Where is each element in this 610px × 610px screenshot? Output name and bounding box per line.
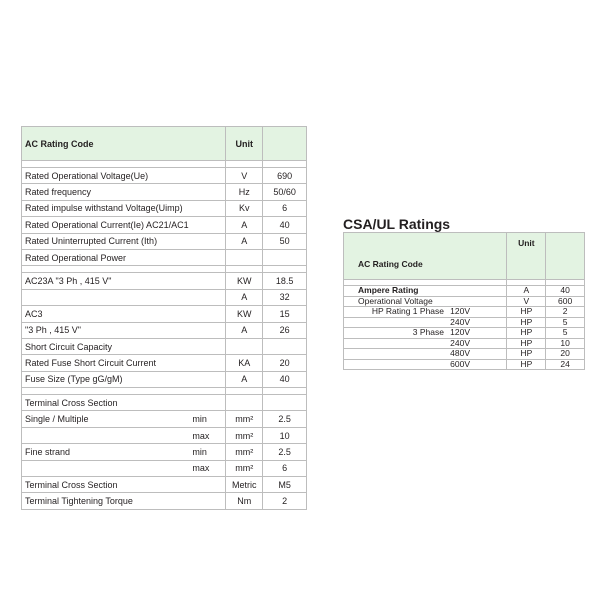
row-value: 5 <box>546 317 585 328</box>
row-label <box>22 444 226 460</box>
row-unit: KW <box>226 273 263 289</box>
row-value: 20 <box>263 355 307 371</box>
table-row <box>22 493 307 509</box>
table-row <box>22 338 307 354</box>
row-value <box>263 249 307 265</box>
row-label: Rated Operational Voltage(Ue) <box>22 168 226 184</box>
row-value: 6 <box>263 460 307 476</box>
row-voltage: 240V <box>450 316 470 327</box>
row-unit: mm² <box>226 411 263 427</box>
row-label: "3 Ph , 415 V" <box>22 322 226 338</box>
row-label: AC23A "3 Ph , 415 V" <box>22 273 226 289</box>
row-unit: mm² <box>226 427 263 443</box>
header-label: AC Rating Code <box>344 233 507 280</box>
row-label <box>344 307 507 318</box>
row-value: 40 <box>263 217 307 233</box>
table-row <box>22 168 307 184</box>
row-voltage: 120V <box>450 327 470 338</box>
csa-ul-table <box>343 232 585 370</box>
table-row <box>22 233 307 249</box>
row-unit: A <box>226 233 263 249</box>
row-label-text <box>358 318 444 327</box>
row-label <box>344 338 507 349</box>
table-row <box>344 296 585 307</box>
table-row <box>344 328 585 339</box>
row-unit: Metric <box>226 477 263 493</box>
row-voltage: 120V <box>450 306 470 317</box>
row-unit: A <box>507 286 546 297</box>
table-row <box>344 338 585 349</box>
table-row <box>22 306 307 322</box>
table-header-row <box>22 127 307 161</box>
spacer-row <box>22 266 307 273</box>
row-label <box>344 349 507 360</box>
row-value: 6 <box>263 200 307 216</box>
row-value: 690 <box>263 168 307 184</box>
row-label: Rated Fuse Short Circuit Current <box>22 355 226 371</box>
row-unit: mm² <box>226 460 263 476</box>
row-unit <box>226 338 263 354</box>
row-value: 2.5 <box>263 444 307 460</box>
header-unit: Unit <box>507 233 546 280</box>
table-row <box>22 477 307 493</box>
row-label: Ampere Rating <box>344 286 507 297</box>
row-value: 2 <box>546 307 585 318</box>
row-label-text: Fine strand <box>25 446 71 457</box>
row-sublabel: min <box>192 414 207 425</box>
table-row <box>344 359 585 370</box>
csa-ul-title: CSA/UL Ratings <box>343 216 451 232</box>
row-unit: KA <box>226 355 263 371</box>
row-unit: Nm <box>226 493 263 509</box>
table-row <box>344 317 585 328</box>
row-label-text: 3 Phase <box>412 327 444 338</box>
row-value: 26 <box>263 322 307 338</box>
row-value: M5 <box>263 477 307 493</box>
row-value: 50/60 <box>263 184 307 200</box>
row-unit: HP <box>507 349 546 360</box>
table-row <box>22 249 307 265</box>
table-row <box>22 411 307 427</box>
row-label: Short Circuit Capacity <box>22 338 226 354</box>
table-row <box>344 307 585 318</box>
row-value: 10 <box>263 427 307 443</box>
row-value: 2 <box>263 493 307 509</box>
row-unit: A <box>226 289 263 305</box>
row-unit <box>226 395 263 411</box>
row-label <box>344 317 507 328</box>
row-unit: V <box>226 168 263 184</box>
header-unit: Unit <box>226 127 263 161</box>
row-unit: HP <box>507 359 546 370</box>
row-label: Rated Uninterrupted Current (Ith) <box>22 233 226 249</box>
row-label <box>344 328 507 339</box>
row-value: 50 <box>263 233 307 249</box>
row-label-text <box>358 360 444 369</box>
row-unit: Hz <box>226 184 263 200</box>
table-row <box>22 217 307 233</box>
table-row <box>22 395 307 411</box>
row-label: Rated impulse withstand Voltage(Uimp) <box>22 200 226 216</box>
row-value: 2.5 <box>263 411 307 427</box>
row-unit: HP <box>507 328 546 339</box>
header-label: AC Rating Code <box>22 127 226 161</box>
row-label <box>22 411 226 427</box>
row-label <box>22 289 226 305</box>
row-unit: A <box>226 217 263 233</box>
row-unit <box>226 249 263 265</box>
table-row <box>344 349 585 360</box>
row-unit: V <box>507 296 546 307</box>
row-sublabel: max <box>192 463 210 474</box>
row-label: Terminal Tightening Torque <box>22 493 226 509</box>
row-value: 15 <box>263 306 307 322</box>
row-value: 5 <box>546 328 585 339</box>
row-unit: HP <box>507 307 546 318</box>
row-value: 32 <box>263 289 307 305</box>
row-value <box>263 395 307 411</box>
row-label-text: Single / Multiple <box>25 414 89 425</box>
header-value <box>546 233 585 280</box>
row-unit: A <box>226 371 263 387</box>
row-label: Terminal Cross Section <box>22 395 226 411</box>
row-value: 40 <box>546 286 585 297</box>
row-label: Rated Operational Power <box>22 249 226 265</box>
row-label: Operational Voltage <box>344 296 507 307</box>
row-label: Fuse Size (Type gG/gM) <box>22 371 226 387</box>
table-row <box>22 289 307 305</box>
table-row <box>22 322 307 338</box>
table-row <box>22 371 307 387</box>
table-row <box>22 200 307 216</box>
row-label: Terminal Cross Section <box>22 477 226 493</box>
row-label <box>22 460 226 476</box>
table-row <box>344 286 585 297</box>
row-label <box>344 359 507 370</box>
row-unit: HP <box>507 317 546 328</box>
row-label <box>22 427 226 443</box>
spacer-row <box>22 388 307 395</box>
table-row <box>22 273 307 289</box>
row-sublabel: max <box>192 430 210 441</box>
row-label: Rated Operational Current(Ie) AC21/AC1 <box>22 217 226 233</box>
row-sublabel: min <box>192 446 207 457</box>
header-value <box>263 127 307 161</box>
row-label: Rated frequency <box>22 184 226 200</box>
table-row <box>22 444 307 460</box>
row-unit: Kv <box>226 200 263 216</box>
row-label-text <box>358 339 444 348</box>
row-label-text: HP Rating 1 Phase <box>371 306 444 317</box>
row-unit: A <box>226 322 263 338</box>
table-row <box>22 460 307 476</box>
row-value: 18.5 <box>263 273 307 289</box>
row-value: 40 <box>263 371 307 387</box>
row-value: 24 <box>546 359 585 370</box>
row-value: 600 <box>546 296 585 307</box>
table-header-row <box>344 233 585 280</box>
row-value <box>263 338 307 354</box>
row-label: AC3 <box>22 306 226 322</box>
table-row <box>22 427 307 443</box>
ac-rating-table <box>21 126 307 510</box>
spacer-row <box>22 161 307 168</box>
row-voltage: 480V <box>450 348 470 359</box>
row-voltage: 600V <box>450 358 470 369</box>
row-value: 20 <box>546 349 585 360</box>
row-value: 10 <box>546 338 585 349</box>
table-row <box>22 184 307 200</box>
row-unit: KW <box>226 306 263 322</box>
row-unit: mm² <box>226 444 263 460</box>
row-label-text <box>358 349 444 358</box>
table-row <box>22 355 307 371</box>
row-voltage: 240V <box>450 337 470 348</box>
row-unit: HP <box>507 338 546 349</box>
